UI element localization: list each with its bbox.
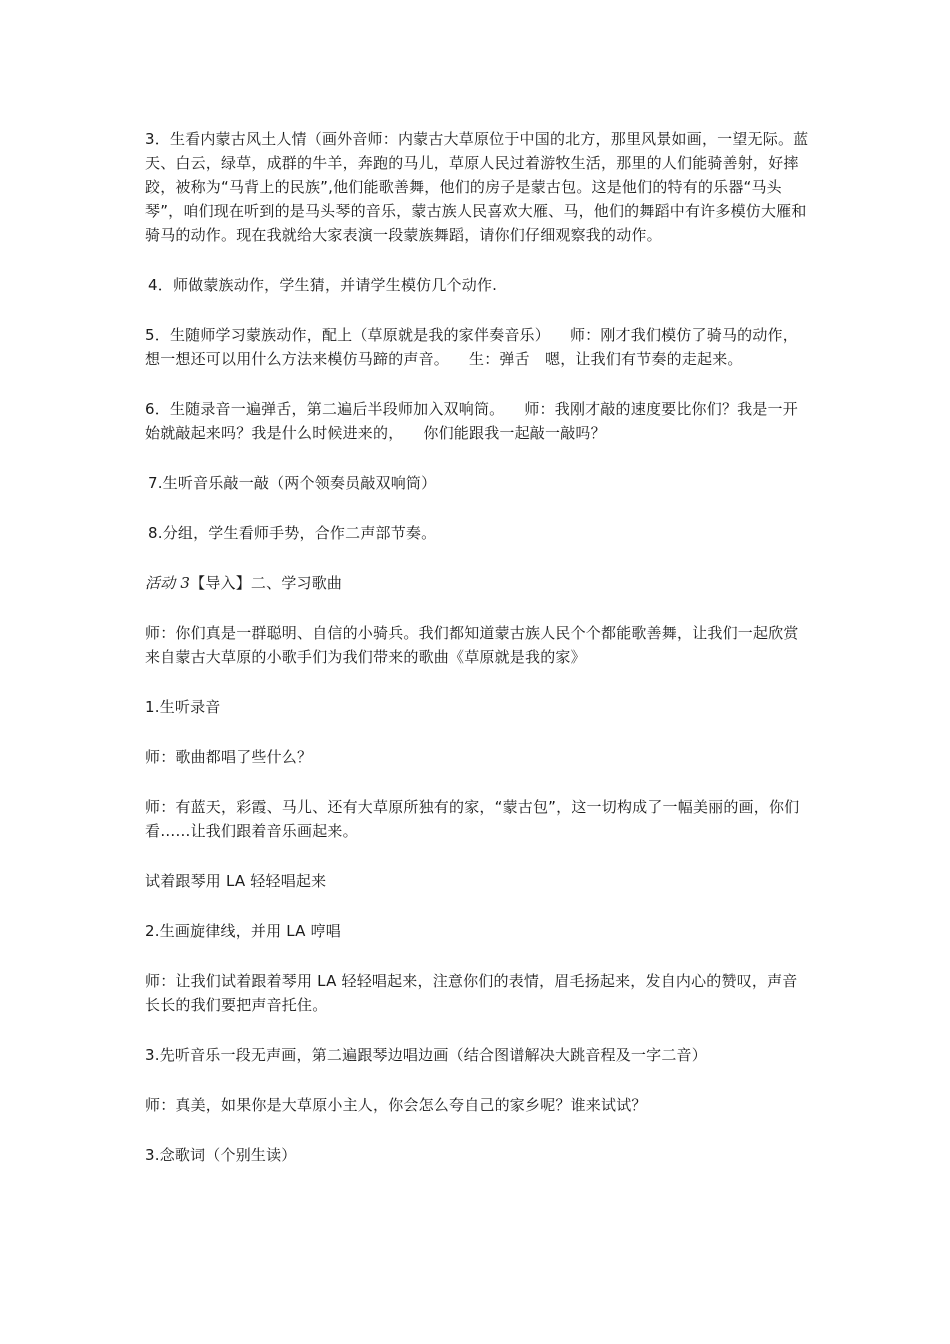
paragraph-teacher-describe xyxy=(145,795,810,843)
paragraph-teacher-question xyxy=(145,745,810,769)
paragraph-text: 6．生随录音一遍弹舌，第二遍后半段师加入双响筒。 xyxy=(145,400,505,418)
paragraph-text: 3.先听音乐一段无声画，第二遍跟琴边唱边画（结合图谱解决大跳音程及一字二音） xyxy=(145,1046,707,1064)
paragraph-text: 8.分组，学生看师手势，合作二声部节奏。 xyxy=(148,524,437,542)
paragraph-text: 生：弹舌 嗯，让我们有节奏的走起来。 xyxy=(469,350,743,368)
paragraph-listen-draw xyxy=(145,1043,810,1067)
paragraph-text: 试着跟琴用 LA 轻轻唱起来 xyxy=(145,872,327,890)
paragraph-text: 师：让我们试着跟着琴用 LA 轻轻唱起来，注意你们的表情，眉毛扬起来，发自内心的赞叹，声音长长的我们要把声音托住。 xyxy=(145,972,798,1014)
activity-heading xyxy=(145,571,810,595)
paragraph-text: 师：你们真是一群聪明、自信的小骑兵。我们都知道蒙古族人民个个都能歌善舞，让我们一起欣赏来自蒙古大草原的小歌手们为我们带来的歌曲《草原就是我的家》 xyxy=(145,624,799,666)
paragraph-step-5 xyxy=(145,323,810,371)
paragraph-step-8 xyxy=(145,521,810,545)
paragraph-text: 5．生随师学习蒙族动作，配上（草原就是我的家伴奏音乐） xyxy=(145,326,550,344)
paragraph-text: 你们能跟我一起敲一敲吗？ xyxy=(423,424,606,442)
paragraph-text: 师：我刚才敲的速度要比你们？我是一开始就敲起来吗？我是什么时候进来的， xyxy=(145,400,798,442)
paragraph-text: 师：真美，如果你是大草原小主人，你会怎么夸自己的家乡呢？谁来试试？ xyxy=(145,1096,647,1114)
paragraph-text: 师：有蓝天，彩霞、马儿、还有大草原所独有的家，“蒙古包”，这一切构成了一幅美丽的画，你们看……让我们跟着音乐画起来。 xyxy=(145,798,800,840)
paragraph-melody-line xyxy=(145,919,810,943)
paragraph-step-7 xyxy=(145,471,810,495)
paragraph-text: 1.生听录音 xyxy=(145,698,221,716)
paragraph-listen-recording xyxy=(145,695,810,719)
paragraph-teacher-praise xyxy=(145,1093,810,1117)
paragraph-text: 7.生听音乐敲一敲（两个领奏员敲双响筒） xyxy=(148,474,437,492)
activity-label: 活动 3 xyxy=(145,574,191,592)
paragraph-step-4 xyxy=(145,273,810,297)
paragraph-text: 2.生画旋律线，并用 LA 哼唱 xyxy=(145,922,342,940)
paragraph-text: 师：歌曲都唱了些什么？ xyxy=(145,748,313,766)
paragraph-text: 3.念歌词（个别生读） xyxy=(145,1146,297,1164)
paragraph-sing-la xyxy=(145,869,810,893)
paragraph-teacher-intro xyxy=(145,621,810,669)
paragraph-text: 3．生看内蒙古风土人情（画外音师：内蒙古大草原位于中国的北方，那里风景如画，一望无际。蓝天、白云，绿草，成群的牛羊，奔跑的马儿，草原人民过着游牧生活，那里的人们能骑善射，好摔跤，被称为“马背上的民族”,他们能歌善舞，他们的房子是蒙古包。这是他们的特有的乐器“马头琴”，咱们现在听到的是马头琴的音乐，蒙古族人民喜欢大雁、马，他们的舞蹈中有许多模仿大雁和骑马的动作。现在我就给大家表演一段蒙族舞蹈，请你们仔细观察我的动作。 xyxy=(145,130,809,244)
paragraph-step-6 xyxy=(145,397,810,445)
paragraph-text: 4．师做蒙族动作，学生猜，并请学生模仿几个动作. xyxy=(148,276,498,294)
paragraph-text: 师：刚才我们模仿了骑马的动作，想一想还可以用什么方法来模仿马蹄的声音。 xyxy=(145,326,798,368)
paragraph-teacher-sing xyxy=(145,969,810,1017)
paragraph-step-3 xyxy=(145,127,810,247)
activity-title: 【导入】二、学习歌曲 xyxy=(190,574,343,592)
document-body xyxy=(145,127,810,1167)
paragraph-read-lyrics xyxy=(145,1143,810,1167)
